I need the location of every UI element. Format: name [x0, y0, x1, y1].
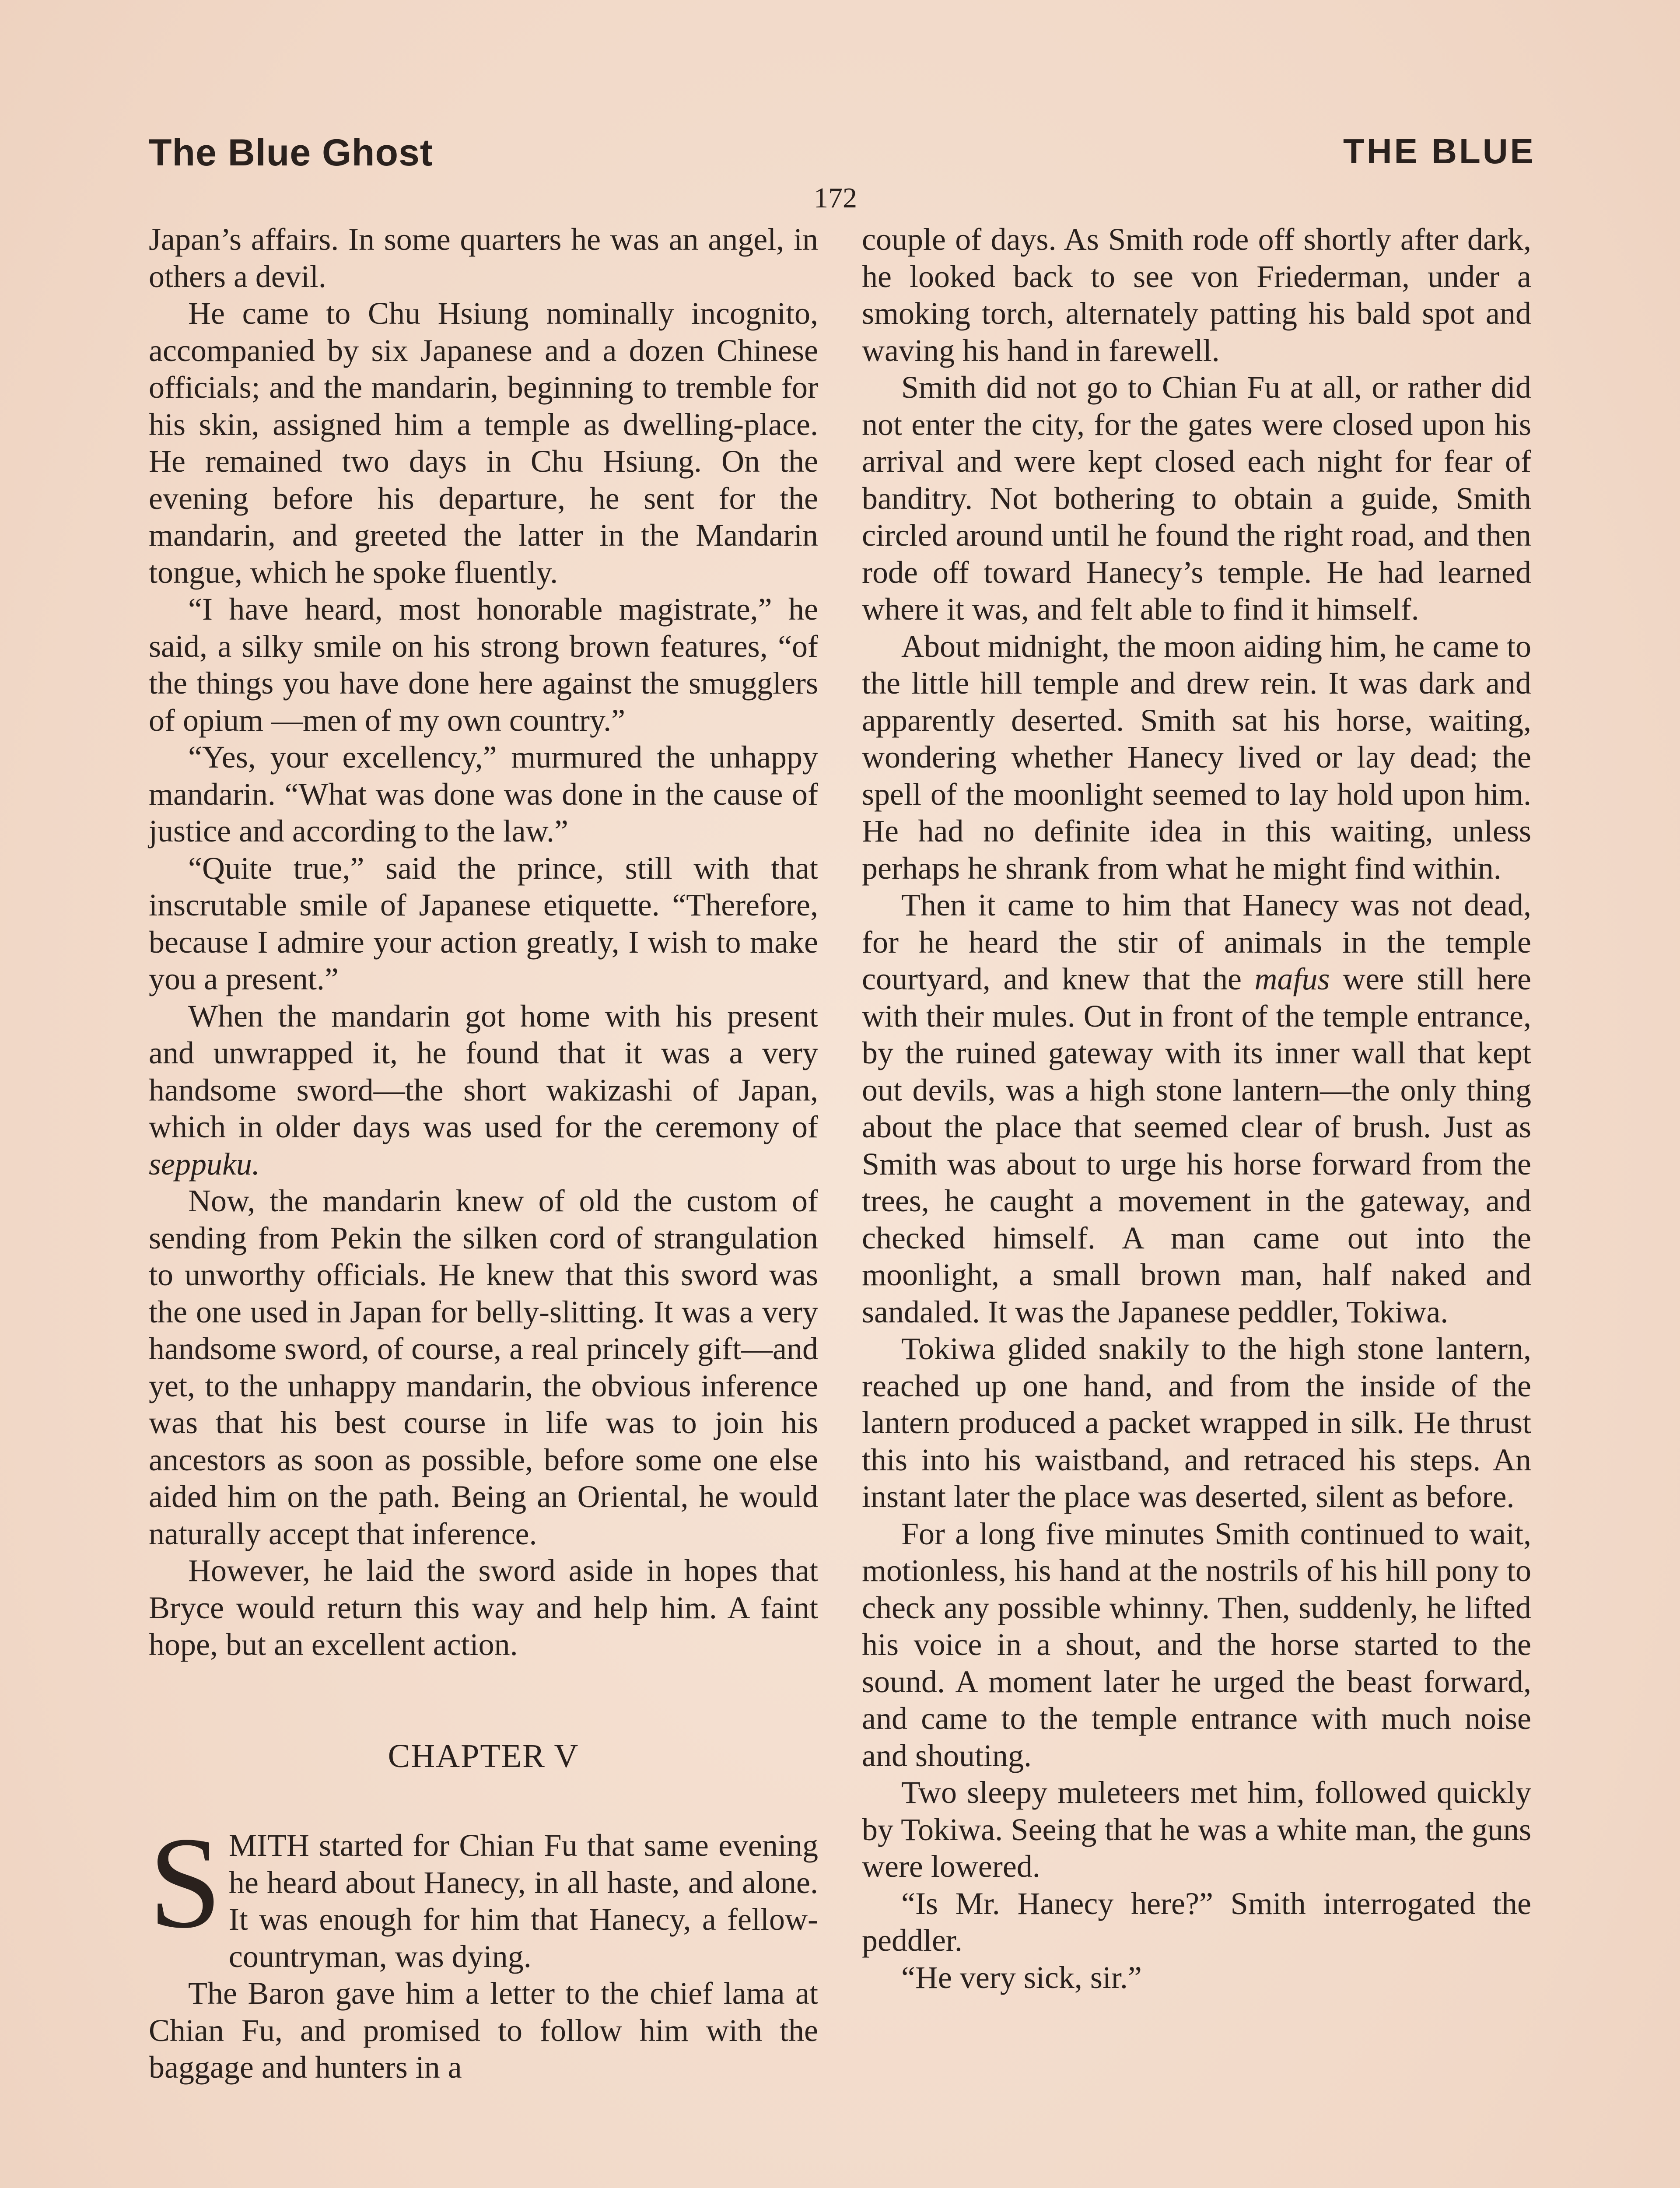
paragraph: “I have heard, most honorable magistrate,” he said, a silky smile on his strong brown features, “of the things you have done here against the smugglers of opium —men of my own country.” — [149, 592, 818, 738]
paragraph: The Baron gave him a letter to the chief lama at Chian Fu, and promised to follow him with the baggage and hunters in a — [149, 1976, 818, 2085]
italic-term: seppuku. — [149, 1146, 260, 1182]
paragraph — [149, 998, 818, 1183]
chapter-heading: CHAPTER V — [388, 1737, 579, 1774]
right-text-column — [862, 221, 1531, 1996]
paragraph: Tokiwa glided snakily to the high stone lantern, reached up one hand, and from the inside of the lantern produced a packet wrapped in silk. He thrust this into his waistband, and retraced his steps. An instant later the place was deserted, silent as before. — [862, 1331, 1531, 1514]
paragraph-text: were still here with their mules. Out in front of the temple entrance, by the ruined gateway with its inner wall that kept out devils, was a high stone lantern—the only thing about the place that seemed clear of brush. Just as Smith was about to urge his horse forward from the trees, he caught a movement in the gateway, and checked himself. A man came out into the moonlight, a small brown man, half naked and sandaled. It was the Japanese peddler, Tokiwa. — [862, 961, 1531, 1329]
paragraph — [149, 1810, 818, 1975]
left-text-column — [149, 221, 818, 2086]
italic-term: mafus — [1254, 961, 1330, 996]
paragraph: “Quite true,” said the prince, still with that inscrutable smile of Japanese etiquette. “Therefore, because I admire your action greatly, I wish to make you a present.” — [149, 850, 818, 996]
running-title-left: The Blue Ghost — [149, 132, 433, 174]
paragraph: However, he laid the sword aside in hopes that Bryce would return this way and help him. A faint hope, but an excellent action. — [149, 1553, 818, 1662]
paragraph: couple of days. As Smith rode off shortly after dark, he looked back to see von Friederman, under a smoking torch, alternately patting his bald spot and waving his hand in farewell. — [862, 222, 1531, 368]
running-title-right: THE BLUE — [1343, 132, 1536, 171]
paragraph-text: Then it came to him that Hanecy was not dead, for he heard the stir of animals in the temple courtyard, and knew that the — [862, 887, 1531, 996]
paragraph: “He very sick, sir.” — [901, 1960, 1142, 1995]
paragraph: For a long five minutes Smith continued to wait, motionless, his hand at the nostrils of his hill pony to check any possible whinny. Then, suddenly, he lifted his voice in a shout, and the horse started to the sound. A moment later he urged the beast forward, and came to the temple entrance with much noise and shouting. — [862, 1516, 1531, 1773]
paragraph: Smith did not go to Chian Fu at all, or rather did not enter the city, for the gates were closed upon his arrival and were kept closed each night for fear of banditry. Not bothering to obtain a guide, Smith circled around until he found the right road, and then rode off toward Hanecy’s temple. He had learned where it was, and felt able to find it himself. — [862, 370, 1531, 627]
drop-cap: S — [149, 1810, 222, 1955]
paragraph: He came to Chu Hsiung nominally incognito, accompanied by six Japanese and a dozen Chinese officials; and the mandarin, beginning to tremble for his skin, assigned him a temple as dwelling-place. He remained two days in Chu Hsiung. On the evening before his departure, he sent for the mandarin, and greeted the latter in the Mandarin tongue, which he spoke fluently. — [149, 296, 818, 590]
paragraph: About midnight, the moon aiding him, he came to the little hill temple and drew rein. It was dark and apparently deserted. Smith sat his horse, waiting, wondering whether Hanecy lived or lay dead; the spell of the moonlight seemed to lay hold upon him. He had no definite idea in this waiting, unless perhaps he shrank from what he might find within. — [862, 628, 1531, 886]
paragraph: Now, the mandarin knew of old the custom of sending from Pekin the silken cord of strangulation to unworthy officials. He knew that this sword was the one used in Japan for belly-slitting. It was a very handsome sword, of course, a real princely gift—and yet, to the unhappy mandarin, the obvious inference was that his best course in life was to join his ancestors as soon as possible, before some one else aided him on the path. Being an Oriental, he would naturally accept that inference. — [149, 1183, 818, 1551]
page-number: 172 — [814, 182, 857, 214]
paragraph: Two sleepy muleteers met him, followed quickly by Tokiwa. Seeing that he was a white man, the guns were lowered. — [862, 1775, 1531, 1884]
paragraph-text: When the mandarin got home with his present and unwrapped it, he found that it was a very handsome sword—the short wakizashi of Japan, which in older days was used for the ceremony of — [149, 998, 818, 1144]
paragraph — [862, 887, 1531, 1330]
paragraph: “Yes, your excellency,” murmured the unhappy mandarin. “What was done was done in the cause of justice and according to the law.” — [149, 740, 818, 849]
paragraph-text: MITH started for Chian Fu that same evening he heard about Hanecy, in all haste, and alone. It was enough for him that Hanecy, a fellow-countryman, was dying. — [228, 1828, 818, 1974]
paragraph: “Is Mr. Hanecy here?” Smith interrogated the peddler. — [862, 1886, 1531, 1958]
paragraph: Japan’s affairs. In some quarters he was an angel, in others a devil. — [149, 222, 818, 294]
